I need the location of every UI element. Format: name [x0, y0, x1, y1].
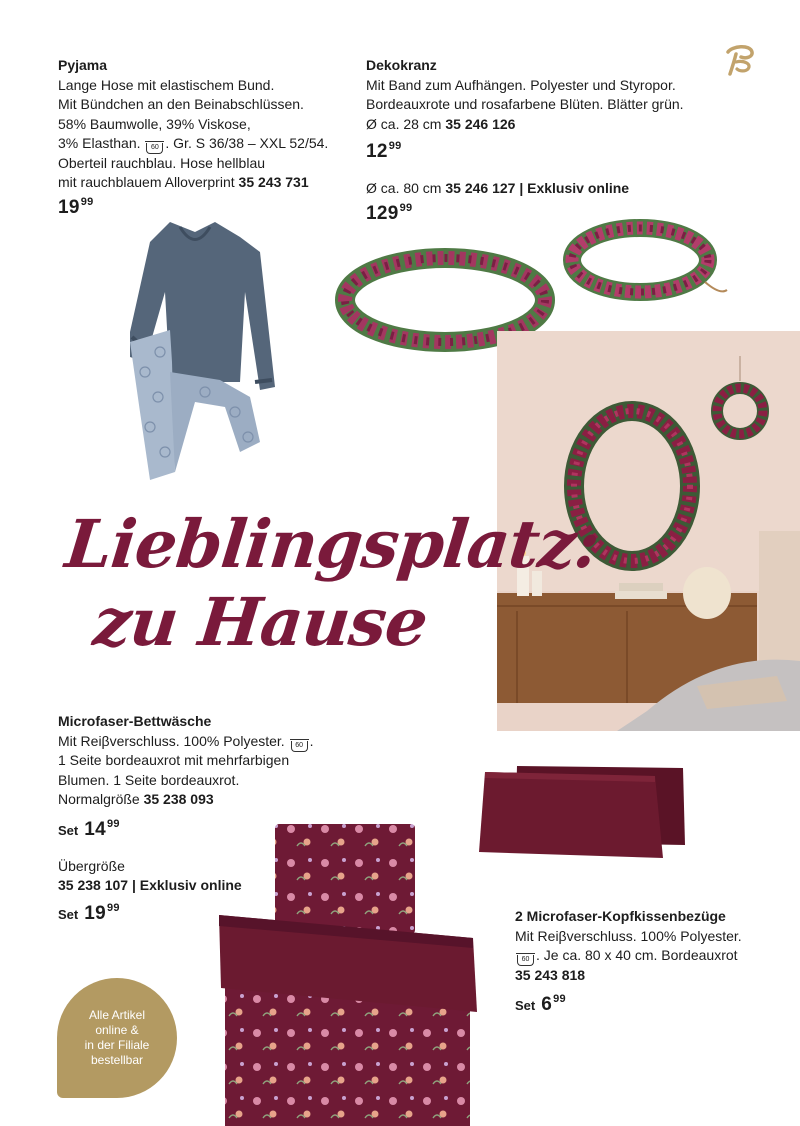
- bettwaesche-line-3: Blumen. 1 Seite bordeauxrot.: [58, 771, 240, 788]
- kissen-info: [515, 907, 785, 1016]
- dekokranz-line-2: Bordeauxrote und rosafarbene Blüten. Blätter grün.: [366, 96, 684, 112]
- headline-line-2: zu Hause: [89, 583, 431, 661]
- dekokranz-price-1: [366, 140, 726, 163]
- pyjama-title: Pyjama: [58, 57, 108, 73]
- badge-line-1: Alle Artikel: [88, 1008, 146, 1022]
- bettwaesche-price-2-main: 19: [84, 902, 106, 924]
- dekokranz-size-1: [366, 115, 726, 135]
- badge-line-2: online &: [95, 1023, 139, 1037]
- bettwaesche-size-1-text: Normalgröße: [58, 791, 140, 807]
- wash-icon: 60: [517, 955, 534, 966]
- dekokranz-size-1-text: Ø ca. 28 cm: [366, 115, 442, 132]
- dekokranz-article-2: 35 246 127: [445, 180, 516, 196]
- availability-badge: [57, 978, 177, 1098]
- dekokranz-info: [366, 56, 726, 225]
- brand-logo-icon: [722, 42, 758, 78]
- kissen-price: [515, 993, 785, 1016]
- kissen-title: 2 Microfaser-Kopfkissenbezüge: [515, 908, 726, 924]
- kissen-line-2-post: . Je ca. 80 x 40 cm. Bordeauxrot: [536, 947, 738, 963]
- dekokranz-price-1-main: 12: [366, 141, 388, 162]
- pyjama-image: [110, 212, 285, 487]
- dekokranz-article-1: 35 246 126: [445, 115, 516, 132]
- bettwaesche-line-2: 1 Seite bordeauxrot mit mehrfarbigen: [58, 752, 290, 768]
- pyjama-price-cents: 99: [80, 195, 94, 208]
- bettwaesche-price-1-main: 14: [84, 818, 106, 840]
- bettwaesche-article-2: 35 238 107: [58, 877, 129, 893]
- bettwaesche-set-label-2: Set: [58, 906, 79, 922]
- wash-icon: 60: [146, 143, 163, 154]
- bettwaesche-size-2: Übergröße: [58, 857, 125, 874]
- pyjama-line-4: [58, 134, 358, 154]
- headline-line-1: Lieblingsplatz:: [62, 505, 603, 583]
- kissen-price-cents: 99: [553, 993, 566, 1005]
- kissen-article: 35 243 818: [515, 966, 586, 983]
- pyjama-line-6: [58, 173, 358, 193]
- pyjama-line-4-pre: 3% Elasthan.: [58, 135, 141, 151]
- pyjama-line-3: 58% Baumwolle, 39% Viskose,: [58, 115, 251, 132]
- kissen-price-main: 6: [541, 994, 553, 1015]
- bettwaesche-set-label-1: Set: [58, 822, 79, 838]
- headline: [54, 505, 603, 661]
- kissen-line-1: Mit Reiβverschluss. 100% Polyester.: [515, 927, 742, 944]
- dekokranz-price-2-main: 129: [366, 202, 399, 224]
- dekokranz-size-2: [366, 179, 726, 199]
- dekokranz-title: Dekokranz: [366, 57, 437, 73]
- pyjama-line-4-post: . Gr. S 36/38 – XXL 52/54.: [165, 135, 329, 151]
- dekokranz-price-1-cents: 99: [388, 140, 402, 152]
- kissen-set-label: Set: [515, 998, 536, 1013]
- pyjama-line-6-text: mit rauchblauem Alloverprint: [58, 174, 235, 190]
- bettwaesche-price-2-cents: 99: [106, 901, 120, 914]
- bedding-image: [215, 820, 480, 1126]
- bettwaesche-line-1-pre: Mit Reiβverschluss. 100% Polyester.: [58, 732, 285, 749]
- pyjama-info: [58, 56, 358, 219]
- dekokranz-price-2-cents: 99: [399, 201, 413, 214]
- pyjama-line-2: Mit Bündchen an den Beinabschlüssen.: [58, 96, 304, 112]
- dekokranz-line-1: Mit Band zum Aufhängen. Polyester und Styropor.: [366, 76, 676, 93]
- pyjama-article: 35 243 731: [238, 174, 309, 190]
- dekokranz-size-2-text: Ø ca. 80 cm: [366, 180, 442, 196]
- badge-line-3: in der Filiale: [84, 1038, 150, 1052]
- pyjama-price-main: 19: [58, 196, 80, 218]
- pillows-image: [475, 760, 690, 860]
- bettwaesche-exclusive: | Exklusiv online: [131, 877, 242, 893]
- bettwaesche-size-1: [58, 790, 358, 810]
- pyjama-line-1: Lange Hose mit elastischem Bund.: [58, 76, 275, 93]
- bettwaesche-price-1-cents: 99: [106, 817, 120, 830]
- kissen-line-2: [515, 946, 785, 966]
- bettwaesche-article-1: 35 238 093: [143, 791, 214, 807]
- bettwaesche-line-1-post: .: [309, 732, 314, 749]
- bettwaesche-title: Microfaser-Bettwäsche: [58, 713, 212, 729]
- bettwaesche-line-1: [58, 732, 358, 752]
- kissen-article-line: [515, 966, 785, 986]
- pyjama-line-5: Oberteil rauchblau. Hose hellblau: [58, 154, 266, 171]
- wash-icon: 60: [291, 741, 308, 752]
- dekokranz-exclusive: | Exklusiv online: [519, 180, 630, 196]
- badge-line-4: bestellbar: [90, 1053, 144, 1067]
